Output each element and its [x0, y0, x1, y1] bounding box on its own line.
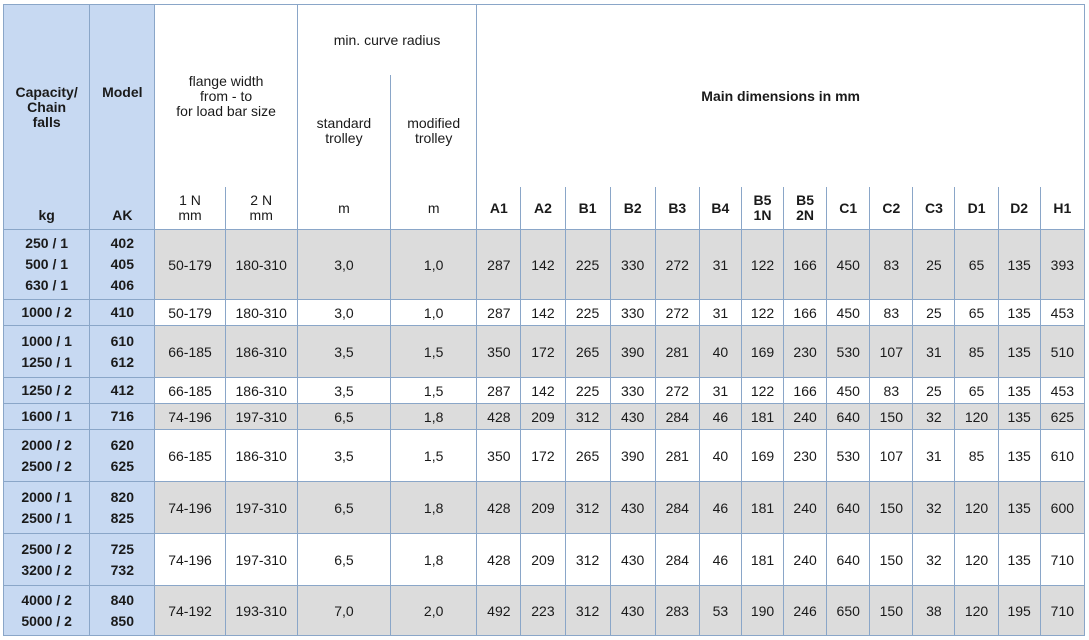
- cell-dim: 172: [521, 430, 565, 482]
- cell-model: 610 612: [90, 326, 155, 378]
- cell-flange-2n: 180-310: [225, 300, 297, 326]
- cell-dim: 312: [565, 482, 610, 534]
- cell-dim: 284: [655, 534, 699, 586]
- cell-dim: 284: [655, 404, 699, 430]
- cell-dim: 31: [699, 378, 741, 404]
- cell-capacity: 250 / 1 500 / 1 630 / 1: [4, 230, 90, 300]
- header-modified-trolley: modified trolley: [391, 75, 477, 188]
- cell-capacity: 1600 / 1: [4, 404, 90, 430]
- cell-flange-2n: 197-310: [225, 534, 297, 586]
- cell-capacity: 1000 / 1 1250 / 1: [4, 326, 90, 378]
- unit-1n: 1 N mm: [155, 187, 225, 229]
- header-model-label: Model: [102, 84, 143, 100]
- cell-flange-2n: 180-310: [225, 230, 297, 300]
- cell-dim: 120: [955, 534, 998, 586]
- table-row: [4, 404, 1085, 430]
- cell-dim: 25: [913, 378, 955, 404]
- cell-dim: 135: [998, 326, 1040, 378]
- cell-dim: 120: [955, 586, 998, 636]
- cell-dim: 135: [998, 230, 1040, 300]
- cell-model: 410: [90, 300, 155, 326]
- cell-standard-radius: 3,5: [297, 326, 390, 378]
- cell-dim: 272: [655, 230, 699, 300]
- cell-flange-2n: 186-310: [225, 326, 297, 378]
- unit-m-modified: m: [391, 187, 477, 229]
- cell-flange-1n: 74-196: [155, 482, 225, 534]
- cell-capacity: 4000 / 2 5000 / 2: [4, 586, 90, 636]
- cell-dim: 209: [521, 404, 565, 430]
- cell-dim: 492: [477, 586, 521, 636]
- dim-header-8: C1: [827, 187, 870, 229]
- cell-dim: 107: [870, 430, 913, 482]
- cell-dim: 430: [610, 404, 655, 430]
- cell-dim: 393: [1040, 230, 1084, 300]
- cell-dim: 312: [565, 534, 610, 586]
- cell-dim: 142: [521, 300, 565, 326]
- cell-dim: 390: [610, 430, 655, 482]
- cell-dim: 330: [610, 230, 655, 300]
- dim-header-12: D2: [998, 187, 1040, 229]
- unit-2n: 2 N mm: [225, 187, 297, 229]
- cell-dim: 53: [699, 586, 741, 636]
- cell-dim: 150: [870, 404, 913, 430]
- cell-capacity: 2000 / 1 2500 / 1: [4, 482, 90, 534]
- cell-standard-radius: 7,0: [297, 586, 390, 636]
- cell-dim: 65: [955, 230, 998, 300]
- header-capacity: [4, 5, 90, 230]
- cell-dim: 46: [699, 534, 741, 586]
- cell-dim: 287: [477, 378, 521, 404]
- dim-header-7: B5 2N: [784, 187, 827, 229]
- cell-dim: 450: [827, 230, 870, 300]
- cell-dim: 85: [955, 326, 998, 378]
- cell-dim: 120: [955, 404, 998, 430]
- cell-modified-radius: 1,5: [391, 430, 477, 482]
- cell-dim: 40: [699, 430, 741, 482]
- cell-dim: 181: [741, 404, 783, 430]
- cell-dim: 265: [565, 326, 610, 378]
- cell-dim: 65: [955, 378, 998, 404]
- dim-header-11: D1: [955, 187, 998, 229]
- cell-dim: 32: [913, 482, 955, 534]
- cell-standard-radius: 6,5: [297, 534, 390, 586]
- cell-standard-radius: 6,5: [297, 482, 390, 534]
- cell-dim: 169: [741, 326, 783, 378]
- cell-dim: 83: [870, 378, 913, 404]
- cell-modified-radius: 1,8: [391, 534, 477, 586]
- cell-dim: 142: [521, 230, 565, 300]
- cell-dim: 32: [913, 404, 955, 430]
- table-row: [4, 230, 1085, 300]
- cell-flange-1n: 74-196: [155, 404, 225, 430]
- dim-header-0: A1: [477, 187, 521, 229]
- cell-flange-1n: 66-185: [155, 430, 225, 482]
- cell-dim: 330: [610, 300, 655, 326]
- cell-modified-radius: 1,8: [391, 482, 477, 534]
- cell-dim: 610: [1040, 430, 1084, 482]
- cell-flange-1n: 50-179: [155, 300, 225, 326]
- cell-flange-1n: 66-185: [155, 326, 225, 378]
- cell-dim: 272: [655, 300, 699, 326]
- cell-dim: 31: [699, 230, 741, 300]
- cell-dim: 240: [784, 534, 827, 586]
- cell-dim: 169: [741, 430, 783, 482]
- cell-dim: 135: [998, 404, 1040, 430]
- cell-dim: 172: [521, 326, 565, 378]
- cell-dim: 65: [955, 300, 998, 326]
- cell-dim: 428: [477, 534, 521, 586]
- cell-dim: 428: [477, 404, 521, 430]
- cell-flange-2n: 186-310: [225, 378, 297, 404]
- unit-ak: AK: [112, 207, 133, 223]
- cell-dim: 640: [827, 404, 870, 430]
- cell-dim: 640: [827, 534, 870, 586]
- unit-kg: kg: [38, 207, 55, 223]
- dim-header-9: C2: [870, 187, 913, 229]
- cell-dim: 107: [870, 326, 913, 378]
- cell-dim: 453: [1040, 300, 1084, 326]
- cell-modified-radius: 2,0: [391, 586, 477, 636]
- cell-dim: 225: [565, 230, 610, 300]
- cell-dim: 600: [1040, 482, 1084, 534]
- dim-header-5: B4: [699, 187, 741, 229]
- cell-dim: 31: [913, 326, 955, 378]
- cell-modified-radius: 1,0: [391, 300, 477, 326]
- cell-dim: 312: [565, 404, 610, 430]
- cell-dim: 83: [870, 230, 913, 300]
- cell-standard-radius: 3,0: [297, 300, 390, 326]
- header-capacity-label: Capacity/ Chain falls: [15, 84, 78, 130]
- cell-dim: 181: [741, 482, 783, 534]
- cell-flange-1n: 50-179: [155, 230, 225, 300]
- cell-dim: 181: [741, 534, 783, 586]
- cell-dim: 166: [784, 378, 827, 404]
- cell-dim: 25: [913, 230, 955, 300]
- cell-dim: 510: [1040, 326, 1084, 378]
- cell-dim: 710: [1040, 534, 1084, 586]
- cell-dim: 122: [741, 300, 783, 326]
- cell-dim: 625: [1040, 404, 1084, 430]
- cell-dim: 283: [655, 586, 699, 636]
- cell-dim: 225: [565, 300, 610, 326]
- header-standard-trolley: standard trolley: [297, 75, 390, 188]
- cell-dim: 530: [827, 326, 870, 378]
- header-main-dimensions: Main dimensions in mm: [477, 5, 1085, 188]
- cell-dim: 135: [998, 430, 1040, 482]
- cell-dim: 135: [998, 534, 1040, 586]
- cell-dim: 287: [477, 230, 521, 300]
- dim-header-1: A2: [521, 187, 565, 229]
- cell-standard-radius: 6,5: [297, 404, 390, 430]
- cell-model: 725 732: [90, 534, 155, 586]
- cell-dim: 46: [699, 404, 741, 430]
- cell-dim: 38: [913, 586, 955, 636]
- cell-model: 620 625: [90, 430, 155, 482]
- cell-dim: 240: [784, 482, 827, 534]
- cell-dim: 46: [699, 482, 741, 534]
- cell-dim: 135: [998, 300, 1040, 326]
- cell-dim: 450: [827, 300, 870, 326]
- cell-dim: 150: [870, 586, 913, 636]
- cell-dim: 350: [477, 430, 521, 482]
- cell-model: 820 825: [90, 482, 155, 534]
- cell-dim: 31: [699, 300, 741, 326]
- dim-header-10: C3: [913, 187, 955, 229]
- cell-dim: 142: [521, 378, 565, 404]
- cell-dim: 428: [477, 482, 521, 534]
- cell-dim: 430: [610, 482, 655, 534]
- dim-header-2: B1: [565, 187, 610, 229]
- cell-dim: 150: [870, 482, 913, 534]
- table-row: [4, 378, 1085, 404]
- cell-dim: 120: [955, 482, 998, 534]
- cell-dim: 350: [477, 326, 521, 378]
- cell-dim: 430: [610, 586, 655, 636]
- cell-modified-radius: 1,5: [391, 326, 477, 378]
- cell-modified-radius: 1,5: [391, 378, 477, 404]
- cell-modified-radius: 1,8: [391, 404, 477, 430]
- cell-dim: 650: [827, 586, 870, 636]
- cell-dim: 287: [477, 300, 521, 326]
- cell-dim: 430: [610, 534, 655, 586]
- cell-capacity: 2500 / 2 3200 / 2: [4, 534, 90, 586]
- cell-dim: 135: [998, 482, 1040, 534]
- dimensions-table: [3, 4, 1085, 636]
- cell-dim: 330: [610, 378, 655, 404]
- cell-flange-1n: 74-196: [155, 534, 225, 586]
- cell-dim: 83: [870, 300, 913, 326]
- cell-standard-radius: 3,5: [297, 430, 390, 482]
- table-row: [4, 300, 1085, 326]
- cell-dim: 281: [655, 430, 699, 482]
- cell-modified-radius: 1,0: [391, 230, 477, 300]
- header-flange-width: flange width from - to for load bar size: [155, 5, 297, 188]
- dim-header-13: H1: [1040, 187, 1084, 229]
- table-row: [4, 430, 1085, 482]
- cell-dim: 31: [913, 430, 955, 482]
- cell-dim: 209: [521, 534, 565, 586]
- cell-standard-radius: 3,5: [297, 378, 390, 404]
- cell-flange-1n: 74-192: [155, 586, 225, 636]
- cell-dim: 122: [741, 230, 783, 300]
- cell-dim: 530: [827, 430, 870, 482]
- cell-dim: 312: [565, 586, 610, 636]
- cell-dim: 272: [655, 378, 699, 404]
- cell-dim: 150: [870, 534, 913, 586]
- cell-dim: 25: [913, 300, 955, 326]
- cell-dim: 32: [913, 534, 955, 586]
- cell-dim: 450: [827, 378, 870, 404]
- cell-dim: 166: [784, 230, 827, 300]
- cell-dim: 135: [998, 378, 1040, 404]
- cell-dim: 190: [741, 586, 783, 636]
- cell-dim: 390: [610, 326, 655, 378]
- cell-dim: 281: [655, 326, 699, 378]
- cell-dim: 230: [784, 430, 827, 482]
- cell-flange-2n: 193-310: [225, 586, 297, 636]
- dim-header-4: B3: [655, 187, 699, 229]
- cell-dim: 195: [998, 586, 1040, 636]
- cell-dim: 246: [784, 586, 827, 636]
- cell-dim: 230: [784, 326, 827, 378]
- cell-dim: 209: [521, 482, 565, 534]
- header-model: [90, 5, 155, 230]
- table-row: [4, 482, 1085, 534]
- cell-dim: 710: [1040, 586, 1084, 636]
- header-curve-radius: min. curve radius: [297, 5, 476, 75]
- cell-flange-2n: 197-310: [225, 404, 297, 430]
- cell-flange-2n: 197-310: [225, 482, 297, 534]
- cell-dim: 225: [565, 378, 610, 404]
- cell-dim: 265: [565, 430, 610, 482]
- cell-model: 412: [90, 378, 155, 404]
- cell-dim: 40: [699, 326, 741, 378]
- dim-header-6: B5 1N: [741, 187, 783, 229]
- table-row: [4, 534, 1085, 586]
- cell-capacity: 2000 / 2 2500 / 2: [4, 430, 90, 482]
- cell-dim: 453: [1040, 378, 1084, 404]
- table-row: [4, 586, 1085, 636]
- cell-dim: 284: [655, 482, 699, 534]
- cell-capacity: 1000 / 2: [4, 300, 90, 326]
- cell-flange-1n: 66-185: [155, 378, 225, 404]
- cell-dim: 122: [741, 378, 783, 404]
- cell-capacity: 1250 / 2: [4, 378, 90, 404]
- cell-flange-2n: 186-310: [225, 430, 297, 482]
- cell-dim: 85: [955, 430, 998, 482]
- cell-model: 840 850: [90, 586, 155, 636]
- cell-model: 716: [90, 404, 155, 430]
- cell-dim: 223: [521, 586, 565, 636]
- cell-dim: 240: [784, 404, 827, 430]
- unit-m-standard: m: [297, 187, 390, 229]
- cell-dim: 166: [784, 300, 827, 326]
- table-row: [4, 326, 1085, 378]
- cell-standard-radius: 3,0: [297, 230, 390, 300]
- cell-dim: 640: [827, 482, 870, 534]
- cell-model: 402 405 406: [90, 230, 155, 300]
- dim-header-3: B2: [610, 187, 655, 229]
